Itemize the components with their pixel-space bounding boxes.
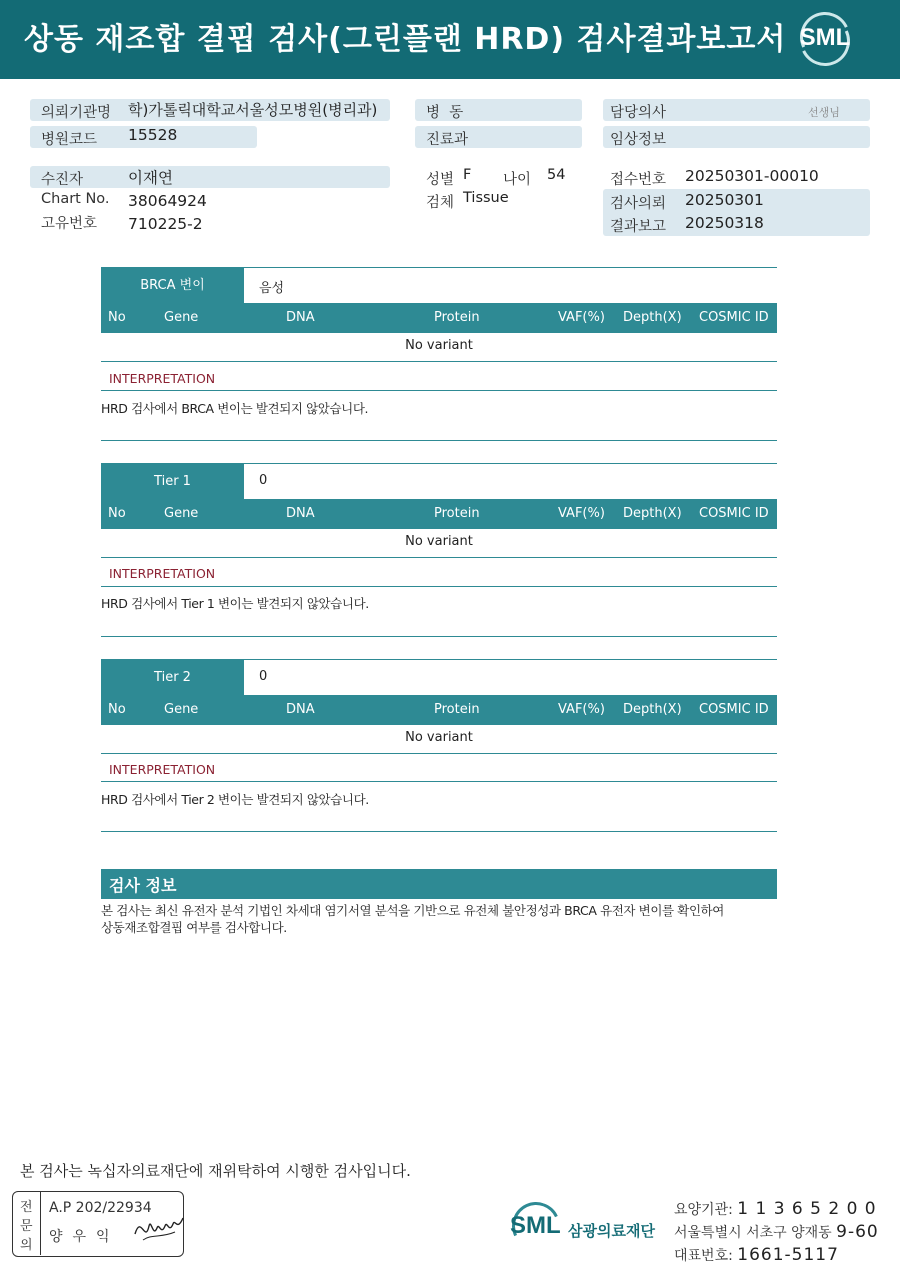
logo-text: SML [799, 24, 851, 51]
org-code-label: 요양기관: [674, 1202, 738, 1218]
col-cosmic: COSMIC ID [699, 506, 769, 521]
col-depth: Depth(X) [623, 310, 682, 325]
report-title: 상동 재조합 결핍 검사(그린플랜 HRD) 검사결과보고서 [24, 22, 787, 57]
divider [101, 557, 777, 558]
test-info-line2: 상동재조합결핍 여부를 검사합니다. [101, 920, 287, 935]
variant-type: Tier 2 [101, 660, 244, 695]
divider [101, 361, 777, 362]
age-value: 54 [547, 167, 566, 183]
table-header [101, 695, 777, 725]
divider [101, 390, 777, 391]
sml-logo [796, 12, 854, 66]
col-protein: Protein [434, 310, 480, 325]
col-depth: Depth(X) [623, 702, 682, 717]
result-section-brca [101, 267, 777, 447]
col-no: No [108, 506, 126, 521]
foundation-name: 삼광의료재단 [568, 1222, 655, 1240]
no-variant-text: No variant [405, 338, 473, 353]
variant-type-value: 0 [259, 473, 268, 488]
chart-no-value: 38064924 [128, 192, 207, 210]
stamp-char: 의 [20, 1238, 33, 1253]
variant-type-value: 음성 [259, 281, 285, 296]
report-label: 결과보고 [610, 219, 667, 235]
unique-no-value: 710225-2 [128, 215, 203, 233]
col-protein: Protein [434, 702, 480, 717]
divider [101, 831, 777, 832]
foundation-logo [510, 1200, 660, 1256]
examinee-label: 수진자 [41, 172, 84, 188]
address-no: 9-60 [836, 1222, 879, 1242]
institution-label: 의뢰기관명 [41, 105, 112, 121]
signature-icon [131, 1204, 187, 1248]
interpretation-text: HRD 검사에서 Tier 2 변이는 발견되지 않았습니다. [101, 792, 369, 807]
ward-label: 병 동 [426, 105, 464, 121]
request-label: 검사의뢰 [610, 196, 667, 212]
clinical-info-label: 임상정보 [610, 132, 667, 148]
report-header [0, 0, 900, 79]
col-no: No [108, 702, 126, 717]
col-dna: DNA [286, 702, 315, 717]
hospital-code-label: 병원코드 [41, 132, 98, 148]
interpretation-text: HRD 검사에서 BRCA 변이는 발견되지 않았습니다. [101, 401, 369, 416]
org-code-line [674, 1199, 877, 1219]
test-info-line1: 본 검사는 최신 유전자 분석 기법인 차세대 염기서열 분석을 기반으로 유전체 불안정성과 BRCA 유전자 변이를 확인하여 [101, 903, 724, 918]
phone-no: 1661-5117 [737, 1245, 839, 1265]
doctor-suffix: 선생님 [808, 106, 840, 119]
divider [101, 753, 777, 754]
table-header [101, 499, 777, 529]
interpretation-label: INTERPRETATION [109, 762, 216, 777]
col-cosmic: COSMIC ID [699, 702, 769, 717]
chart-no-label: Chart No. [41, 191, 110, 207]
institution-value: 학)가톨릭대학교서울성모병원(병리과) [128, 101, 378, 119]
variant-type: Tier 1 [101, 464, 244, 499]
doctor-label: 담당의사 [610, 105, 667, 121]
specimen-label: 검체 [426, 195, 455, 211]
org-code: 1 1 3 6 5 2 0 0 [737, 1199, 877, 1219]
stamp-license-no: A.P 202/22934 [49, 1200, 152, 1216]
col-depth: Depth(X) [623, 506, 682, 521]
phone-line [674, 1245, 839, 1265]
department-label: 진료과 [426, 132, 469, 148]
col-cosmic: COSMIC ID [699, 310, 769, 325]
divider [101, 781, 777, 782]
no-variant-text: No variant [405, 730, 473, 745]
examinee-row-bg [30, 166, 390, 188]
col-dna: DNA [286, 506, 315, 521]
col-dna: DNA [286, 310, 315, 325]
stamp-char: 문 [20, 1219, 33, 1234]
receipt-no-label: 접수번호 [610, 172, 667, 188]
col-gene: Gene [164, 702, 199, 717]
table-header [101, 303, 777, 333]
variant-type-value: 0 [259, 669, 268, 684]
col-gene: Gene [164, 310, 199, 325]
test-info-header [101, 869, 777, 899]
col-gene: Gene [164, 506, 199, 521]
stamp-side [13, 1192, 41, 1255]
address-line [674, 1222, 879, 1242]
col-vaf: VAF(%) [558, 506, 605, 521]
divider [101, 636, 777, 637]
hospital-code-value: 15528 [128, 126, 178, 144]
foundation-logo-text: SML [510, 1212, 561, 1239]
interpretation-label: INTERPRETATION [109, 371, 216, 386]
col-vaf: VAF(%) [558, 310, 605, 325]
specialist-stamp [12, 1191, 184, 1257]
sex-value: F [463, 167, 472, 183]
col-no: No [108, 310, 126, 325]
sex-label: 성별 [426, 172, 455, 188]
no-variant-text: No variant [405, 534, 473, 549]
stamp-doctor-name: 양우익 [49, 1229, 120, 1245]
unique-no-label: 고유번호 [41, 216, 98, 232]
test-info-title: 검사 정보 [109, 876, 177, 895]
examinee-value: 이재연 [128, 169, 173, 187]
col-vaf: VAF(%) [558, 702, 605, 717]
address-label: 서울특별시 서초구 양재동 [674, 1225, 837, 1241]
age-label: 나이 [503, 172, 532, 188]
receipt-no-value: 20250301-00010 [685, 167, 819, 185]
interpretation-text: HRD 검사에서 Tier 1 변이는 발견되지 않았습니다. [101, 596, 369, 611]
col-protein: Protein [434, 506, 480, 521]
interpretation-label: INTERPRETATION [109, 566, 216, 581]
phone-label: 대표번호: [674, 1248, 738, 1264]
request-date: 20250301 [685, 191, 764, 209]
divider [101, 586, 777, 587]
variant-type: BRCA 변이 [101, 268, 244, 303]
divider [101, 440, 777, 441]
stamp-char: 전 [20, 1200, 33, 1215]
result-section-tier2 [101, 659, 777, 839]
result-section-tier1 [101, 463, 777, 643]
specimen-value: Tissue [463, 190, 509, 206]
report-date: 20250318 [685, 214, 764, 232]
referral-note: 본 검사는 녹십자의료재단에 재위탁하여 시행한 검사입니다. [20, 1162, 411, 1180]
